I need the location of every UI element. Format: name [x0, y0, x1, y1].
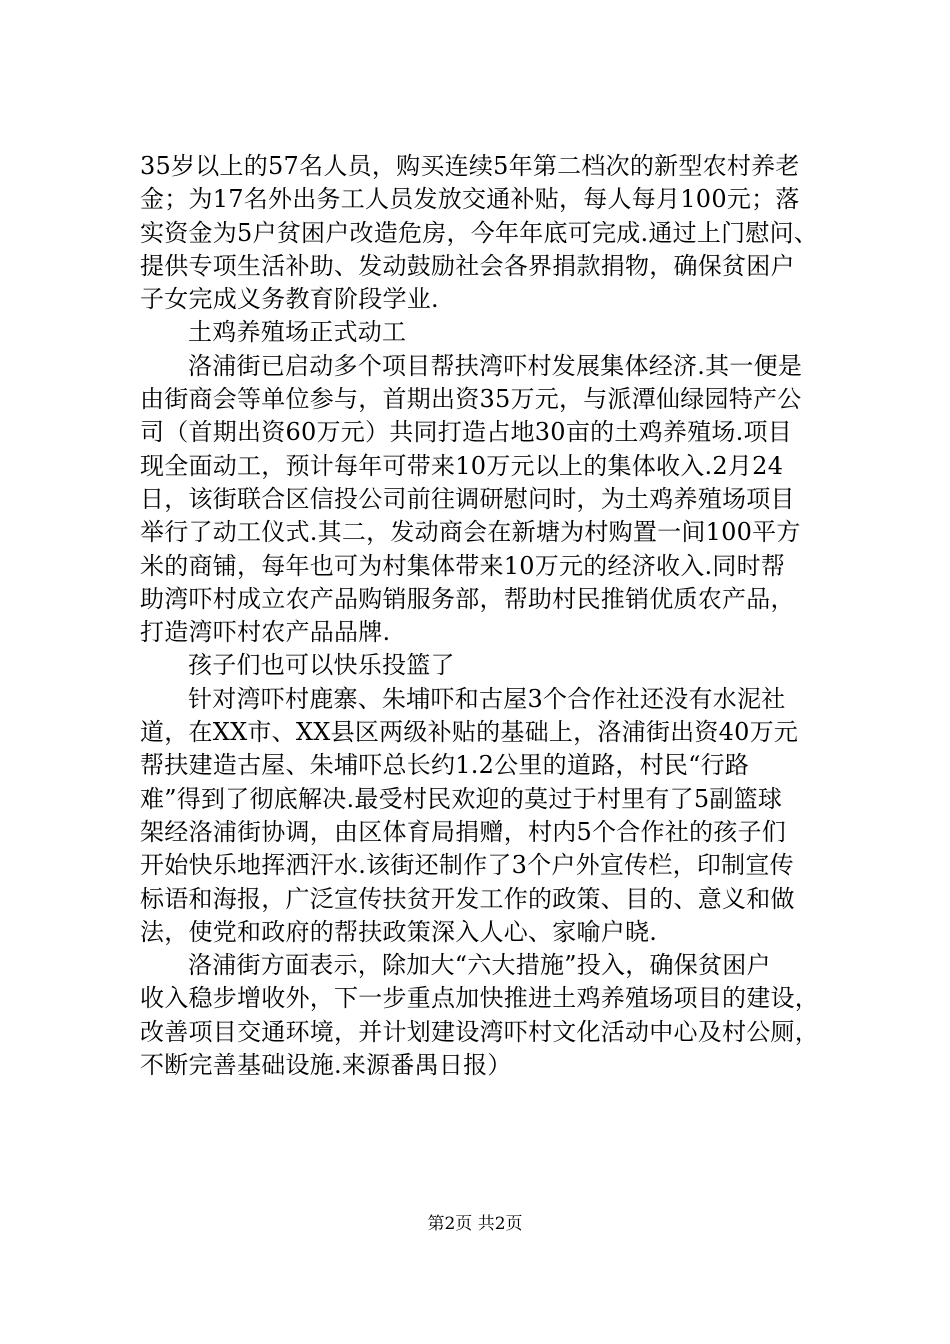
text-line: 道，在XX市、XX县区两级补贴的基础上，洛浦街出资40万元	[140, 718, 799, 747]
paragraph-start-line: 孩子们也可以快乐投篮了	[188, 651, 455, 680]
text-line: 日，该街联合区信投公司前往调研慰问时，为土鸡养殖场项目	[140, 484, 795, 513]
text-line: 打造湾吓村农产品品牌.	[140, 618, 391, 647]
text-line: 司（首期出资60万元）共同打造占地30亩的土鸡养殖场.项目	[140, 418, 792, 447]
text-line: 米的商铺，每年也可为村集体带来10万元的经济收入.同时帮	[140, 551, 786, 580]
text-line: 现全面动工，预计每年可带来10万元以上的集体收入.2月24	[140, 451, 784, 480]
text-line: 金；为17名外出务工人员发放交通补贴，每人每月100元；落	[140, 185, 800, 214]
text-line: 开始快乐地挥洒汗水.该街还制作了3个户外宣传栏，印制宣传	[140, 851, 794, 880]
text-line: 改善项目交通环境，并计划建设湾吓村文化活动中心及村公厕，	[140, 1017, 819, 1046]
text-line: 不断完善基础设施.来源番禺日报）	[140, 1051, 512, 1080]
paragraph-start-line: 针对湾吓村鹿寨、朱埔吓和古屋3个合作社还没有水泥社	[188, 684, 786, 713]
paragraph-start-line: 洛浦街方面表示，除加大“六大措施”投入，确保贫困户	[188, 951, 771, 980]
text-line: 法，使党和政府的帮扶政策深入人心、家喻户晓.	[140, 917, 658, 946]
text-line: 子女完成义务教育阶段学业.	[140, 285, 439, 314]
text-line: 标语和海报，广泛宣传扶贫开发工作的政策、目的、意义和做	[140, 884, 795, 913]
article-body	[140, 150, 840, 1082]
text-line: 助湾吓村成立农产品购销服务部，帮助村民推销优质农产品，	[140, 584, 795, 613]
text-line: 架经洛浦街协调，由区体育局捐赠，村内5个合作社的孩子们	[140, 817, 787, 846]
text-line: 实资金为5户贫困户改造危房，今年年底可完成.通过上门慰问、	[140, 218, 819, 247]
text-line: 收入稳步增收外，下一步重点加快推进土鸡养殖场项目的建设，	[140, 984, 819, 1013]
text-line: 35岁以上的57名人员，购买连续5年第二档次的新型农村养老	[140, 152, 800, 180]
text-line: 帮扶建造古屋、朱埔吓总长约1.2公里的道路，村民“行路	[140, 751, 750, 780]
paragraph-start-line: 土鸡养殖场正式动工	[188, 318, 407, 347]
paragraph-start-line: 洛浦街已启动多个项目帮扶湾吓村发展集体经济.其一便是	[188, 351, 803, 380]
text-line: 由街商会等单位参与，首期出资35万元，与派潭仙绿园特产公	[140, 385, 802, 414]
page-footer: 第2页 共2页	[427, 1214, 523, 1234]
text-line: 难”得到了彻底解决.最受村民欢迎的莫过于村里有了5副篮球	[140, 784, 783, 813]
text-line: 提供专项生活补助、发动鼓励社会各界捐款捐物，确保贫困户	[140, 251, 795, 280]
text-line: 举行了动工仪式.其二，发动商会在新塘为村购置一间100平方	[140, 518, 801, 547]
